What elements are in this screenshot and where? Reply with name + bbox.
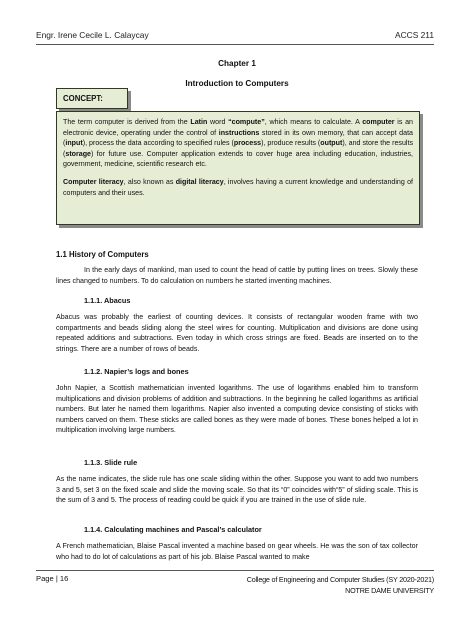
concept-label: CONCEPT: [56,88,128,109]
concept-paragraph-1: The term computer is derived from the Latin word “compute”, which means to calculate. A computer is an electronic device, operating under the control of instructions stored in its own memory, that can accept data (input), process the data according to specified rules (process), produce results (output), and store the results (storage) for future use. Computer application extends to cover huge area including education, industries, government, medicine, scientific research etc. [63,118,413,169]
pascal-heading: 1.1.4. Calculating machines and Pascal’s calculator [84,525,262,534]
chapter-title: Introduction to Computers [185,79,289,88]
concept-paragraph-2: Computer literacy, also known as digital literacy, involves having a current knowledge and understanding of computers and their uses. [63,177,413,197]
college-name: College of Engineering and Computer Studies (SY 2020-2021) [246,575,434,584]
footer-divider [36,570,434,571]
slide-rule-heading: 1.1.3. Slide rule [84,458,138,467]
page-header [36,30,434,40]
section-heading: 1.1 History of Computers [56,250,149,259]
napier-heading: 1.1.2. Napier’s logs and bones [84,367,189,376]
author-name: Engr. Irene Cecile L. Calaycay [36,30,149,40]
header-divider [36,44,434,45]
course-code: ACCS 211 [395,30,434,40]
concept-box [56,111,420,225]
page-number: Page | 16 [36,574,69,583]
napier-text: John Napier, a Scottish mathematician invented logarithms. The use of logarithms enabled him to transform multiplications and division problems of addition and subtractions. In the beginning he called logarithms as artificial numbers. But later he named them logarithms. Napier also invented a computing device consisting of sticks with numbers carved on them. These sticks are called bones as they were made of bones. These bones helped a lot in multiplication involving large numbers. [56,384,418,435]
history-intro: In the early days of mankind, man used to count the head of cattle by putting lines on trees. Slowly these lines changed to numbers. To do calculation on numbers he started inventing machines. [56,266,418,285]
university-name: NOTRE DAME UNIVERSITY [345,586,434,595]
chapter-number: Chapter 1 [218,59,256,68]
pascal-text: A French mathematician, Blaise Pascal invented a machine based on gear wheels. He was the son of tax collector who had to do lot of calculations as part of his job. Blaise Pascal wanted to make [56,542,418,561]
footer-institution [247,574,434,596]
abacus-heading: 1.1.1. Abacus [84,296,131,305]
slide-rule-text: As the name indicates, the slide rule has one scale sliding within the other. Suppose you want to add two numbers 3 and 5, set 3 on the fixed scale and slide the moving scale. So that its “0” coincides with“5” of sliding scale. This is the sum of 3 and 5. The process of reading could be quick if you are trained in the use of slide rule. [56,475,418,505]
abacus-text: Abacus was probably the earliest of counting devices. It consists of rectangular wooden frame with two compartments and beads sliding along the steel wires for counting. Multiplication and divisions are done using repeated additions and subtractions. Even today in which cross strings are fixed. Beads are inserted on to the strings. There are a number of rows of beads. [56,313,418,353]
